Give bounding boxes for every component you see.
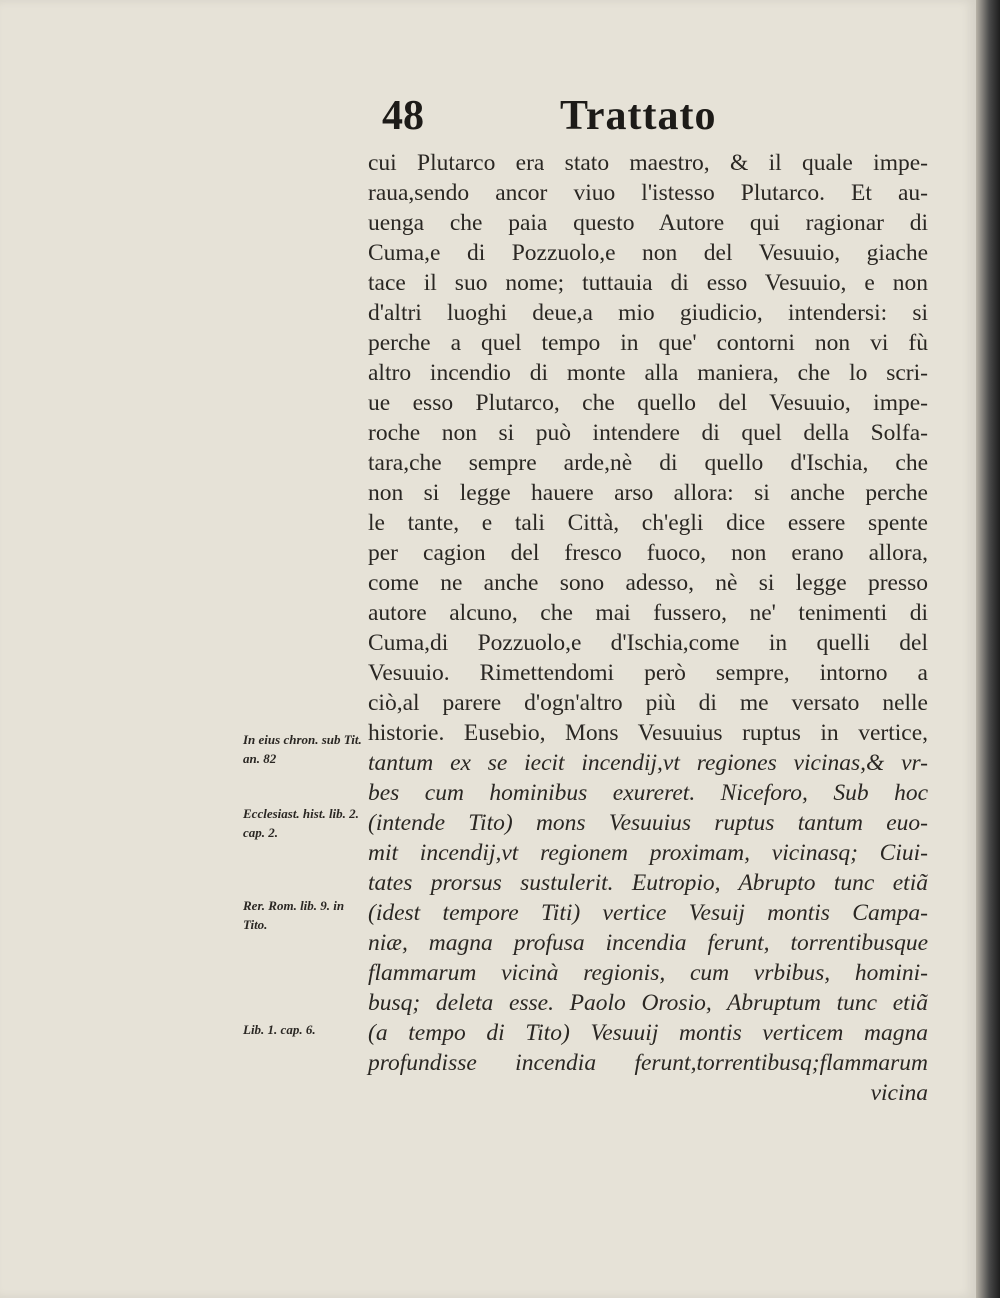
text-line: uenga che paia questo Autore qui ragionar di bbox=[368, 210, 928, 236]
running-title: Trattato bbox=[560, 93, 717, 139]
text-line: tates prorsus sustulerit. Eutropio, Abrupto tunc etiã bbox=[368, 870, 928, 896]
page-header bbox=[0, 88, 976, 148]
text-line: (a tempo di Tito) Vesuuij montis verticem magna bbox=[368, 1020, 928, 1046]
text-line: (intende Tito) mons Vesuuius ruptus tantum euo- bbox=[368, 810, 928, 836]
margin-note: Rer. Rom. lib. 9. in Tito. bbox=[243, 898, 345, 932]
margin-note: Ecclesiast. hist. lib. 2. cap. 2. bbox=[243, 806, 359, 840]
margin-note: In eius chron. sub Tit. an. 82 bbox=[243, 732, 362, 766]
book-binding bbox=[976, 0, 1000, 1298]
text-line: cui Plutarco era stato maestro, & il quale impe- bbox=[368, 150, 928, 176]
text-line: bes cum hominibus exureret. Niceforo, Sub hoc bbox=[368, 780, 928, 806]
text-line: roche non si può intendere di quel della Solfa- bbox=[368, 420, 928, 446]
text-line: busq; deleta esse. Paolo Orosio, Abruptum tunc etiã bbox=[368, 990, 928, 1016]
text-line: altro incendio di monte alla maniera, che lo scri- bbox=[368, 360, 928, 386]
text-line: per cagion del fresco fuoco, non erano allora, bbox=[368, 540, 928, 566]
text-line: (idest tempore Titi) vertice Vesuij montis Campa- bbox=[368, 900, 928, 926]
text-line: tace il suo nome; tuttauia di esso Vesuuio, e non bbox=[368, 270, 928, 296]
text-line: come ne anche sono adesso, nè si legge presso bbox=[368, 570, 928, 596]
text-line: d'altri luoghi deue,a mio giudicio, intendersi: si bbox=[368, 300, 928, 326]
text-line: Cuma,e di Pozzuolo,e non del Vesuuio, giache bbox=[368, 240, 928, 266]
text-line: ue esso Plutarco, che quello del Vesuuio, impe- bbox=[368, 390, 928, 416]
text-line: Cuma,di Pozzuolo,e d'Ischia,come in quelli del bbox=[368, 630, 928, 656]
text-line: perche a quel tempo in que' contorni non vi fù bbox=[368, 330, 928, 356]
text-line: tantum ex se iecit incendij,vt regiones vicinas,& vr- bbox=[368, 750, 928, 776]
text-line: ciò,al parere d'ogn'altro più di me versato nelle bbox=[368, 690, 928, 716]
text-line: historie. Eusebio, Mons Vesuuius ruptus in vertice, bbox=[368, 720, 928, 746]
text-line: le tante, e tali Città, ch'egli dice essere spente bbox=[368, 510, 928, 536]
text-line: non si legge hauere arso allora: si anche perche bbox=[368, 480, 928, 506]
text-line: mit incendij,vt regionem proximam, vicinasq; Ciui- bbox=[368, 840, 928, 866]
page-number: 48 bbox=[382, 93, 424, 139]
text-line: vicina bbox=[870, 1080, 928, 1106]
margin-note: Lib. 1. cap. 6. bbox=[243, 1022, 316, 1037]
text-line: flammarum vicinà regionis, cum vrbibus, homini- bbox=[368, 960, 928, 986]
text-line: autore alcuno, che mai fussero, ne' tenimenti di bbox=[368, 600, 928, 626]
body-text bbox=[368, 148, 928, 1108]
text-line: raua,sendo ancor viuo l'istesso Plutarco. Et au- bbox=[368, 180, 928, 206]
text-line: Vesuuio. Rimettendomi però sempre, intorno a bbox=[368, 660, 928, 686]
text-line: niæ, magna profusa incendia ferunt, torrentibusque bbox=[368, 930, 928, 956]
text-line: profundisse incendia ferunt,torrentibusq;flammarum bbox=[368, 1050, 928, 1076]
text-line: tara,che sempre arde,nè di quello d'Ischia, che bbox=[368, 450, 928, 476]
